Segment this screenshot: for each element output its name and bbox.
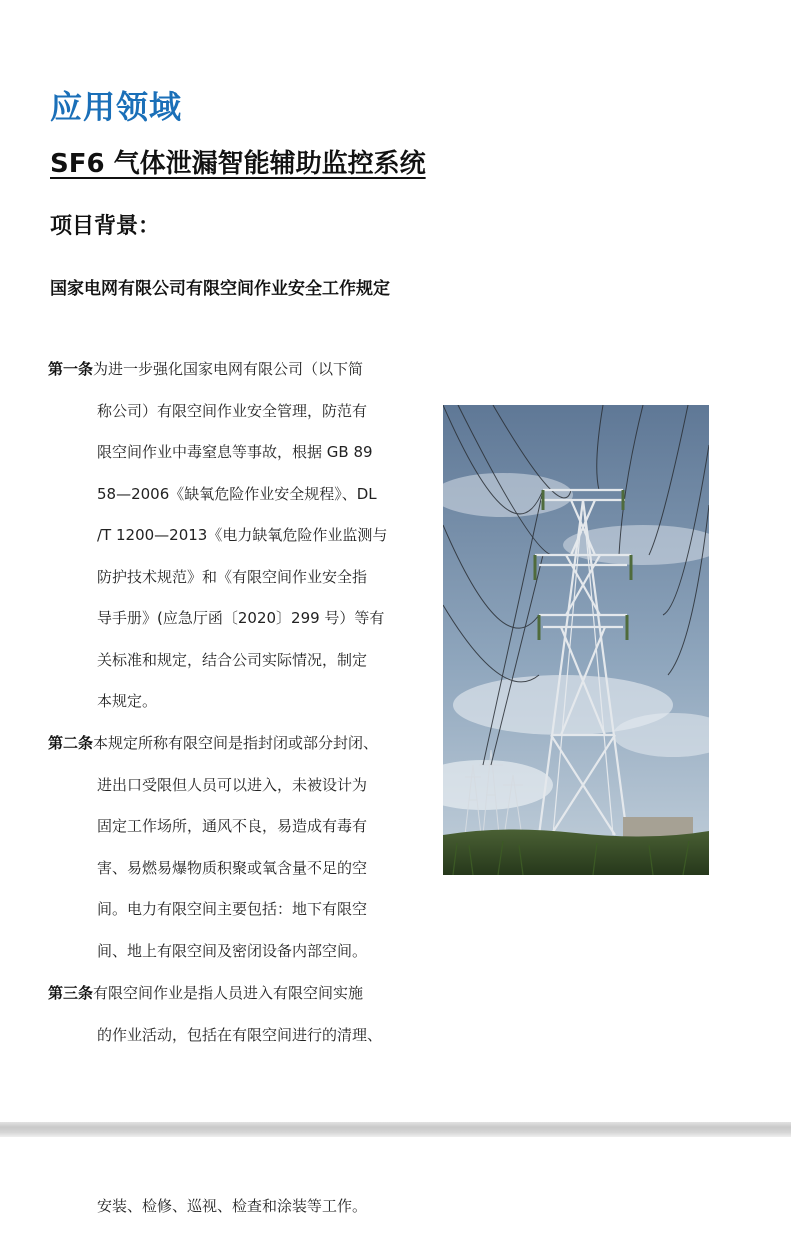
- article-3: [48, 973, 408, 1056]
- document-page-2: [0, 1137, 791, 1240]
- article-1-line: 称公司）有限空间作业安全管理，防范有: [97, 401, 368, 420]
- article-2-line: 固定工作场所，通风不良，易造成有毒有: [97, 817, 368, 835]
- article-1-number: 第一条: [48, 360, 94, 378]
- article-3-line: 的作业活动，包括在有限空间进行的清理、: [97, 1025, 383, 1044]
- article-1-line: 58—2006《缺氧危险作业安全规程》、DL: [97, 484, 377, 503]
- article-2-line: 第二条本规定所称有限空间是指封闭或部分封闭、: [48, 734, 379, 752]
- article-2-line: 间。电力有限空间主要包括：地下有限空: [97, 900, 368, 918]
- article-2-line: 害、易燃易爆物质积聚或氧含量不足的空: [97, 858, 368, 877]
- continued-paragraph-line: 安装、检修、巡视、检查和涂装等工作。: [97, 1197, 368, 1215]
- article-1-line: 关标准和规定，结合公司实际情况，制定: [97, 650, 368, 669]
- article-3-line: 第三条有限空间作业是指人员进入有限空间实施: [48, 984, 364, 1002]
- article-2-line: 间、地上有限空间及密闭设备内部空间。: [97, 941, 368, 960]
- domain-heading: 应用领域: [50, 88, 183, 126]
- article-1-line: 导手册》(应急厅函〔2020〕299 号）等有: [97, 609, 385, 627]
- article-1: [48, 349, 408, 723]
- transmission-tower-icon: [443, 405, 709, 875]
- article-3-number: 第三条: [48, 984, 94, 1002]
- transmission-tower-photo: [443, 405, 709, 875]
- article-2-number: 第二条: [48, 734, 94, 752]
- article-1-line: 第一条为进一步强化国家电网有限公司（以下简: [48, 360, 364, 378]
- article-1-line: 本规定。: [97, 692, 158, 710]
- article-2-line: 进出口受限但人员可以进入，未被设计为: [97, 775, 368, 794]
- document-title: SF6 气体泄漏智能辅助监控系统: [50, 149, 426, 179]
- regulation-title: 国家电网有限公司有限空间作业安全工作规定: [50, 279, 390, 299]
- article-1-line: 限空间作业中毒窒息等事故，根据 GB 89: [97, 443, 373, 461]
- section-heading: 项目背景：: [50, 214, 161, 239]
- article-1-line: 防护技术规范》和《有限空间作业安全指: [97, 567, 368, 586]
- article-1-line: /T 1200—2013《电力缺氧危险作业监测与: [97, 526, 388, 544]
- page-separator: [0, 1122, 791, 1137]
- article-2: [48, 723, 408, 972]
